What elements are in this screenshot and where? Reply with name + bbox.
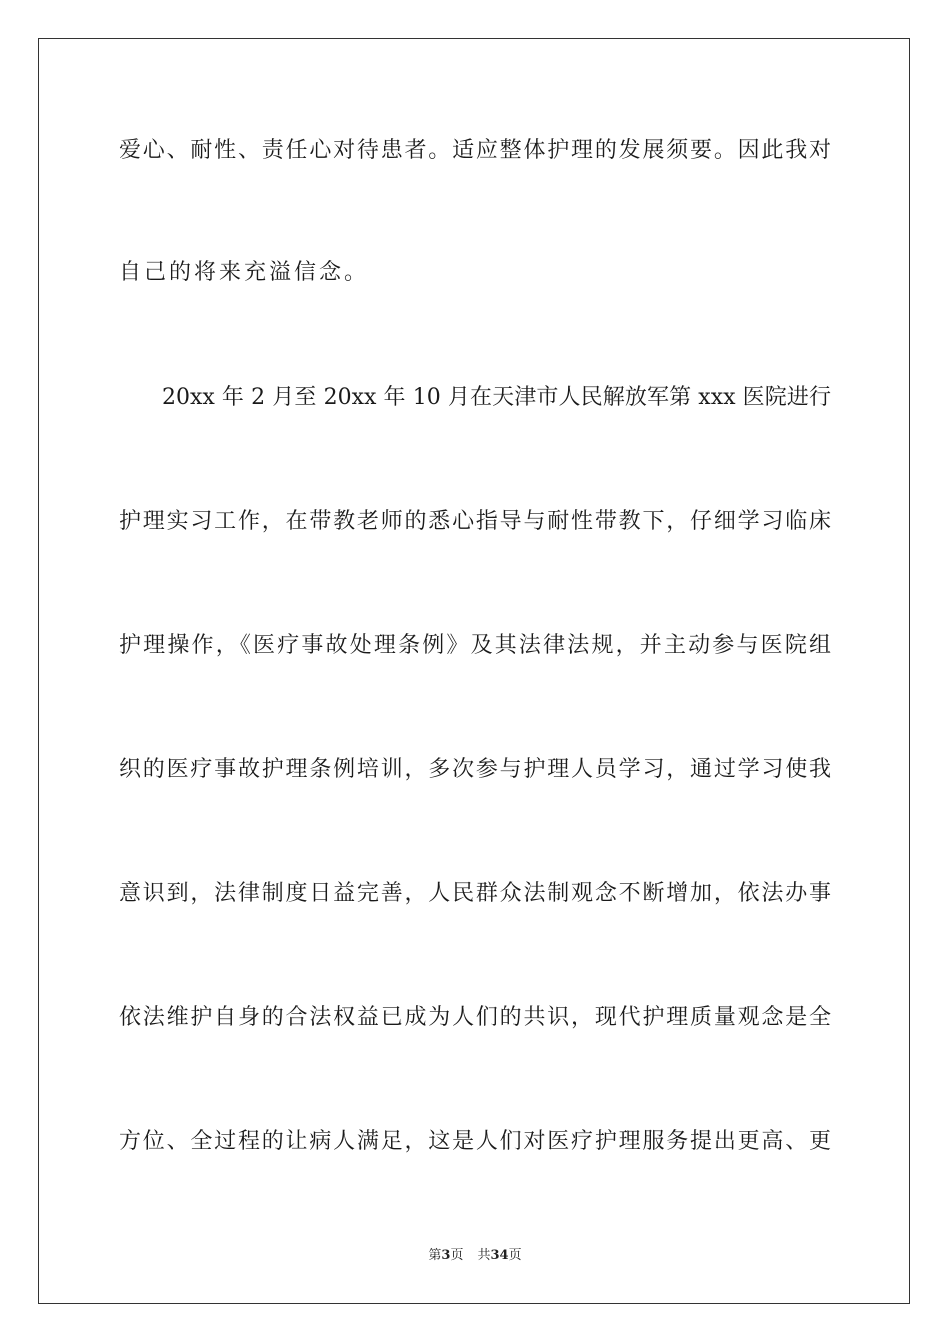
body-text-line-3: 20xx 年 2 月至 20xx 年 10 月在天津市人民解放军第 xxx 医院进行 — [162, 385, 831, 410]
body-text-line-5: 护理操作，《医疗事故处理条例》及其法律法规，并主动参与医院组 — [119, 633, 831, 658]
page-footer — [0, 1247, 950, 1265]
footer-total-pages: 34 — [490, 1248, 509, 1263]
footer-page-suffix: 页 — [450, 1248, 464, 1263]
footer-total-suffix: 页 — [508, 1248, 522, 1263]
footer-page-number: 3 — [441, 1248, 451, 1263]
page-border — [38, 38, 910, 1304]
body-text-line-1: 爱心、耐性、责任心对待患者。适应整体护理的发展须要。因此我对 — [119, 138, 831, 163]
footer-total-prefix: 共 — [477, 1248, 491, 1263]
body-text-line-7: 意识到，法律制度日益完善，人民群众法制观念不断增加，依法办事 — [119, 881, 831, 906]
footer-page-prefix: 第 — [428, 1248, 442, 1263]
body-text-line-8: 依法维护自身的合法权益已成为人们的共识，现代护理质量观念是全 — [119, 1005, 831, 1030]
body-text-line-4: 护理实习工作，在带教老师的悉心指导与耐性带教下，仔细学习临床 — [119, 509, 831, 534]
body-text-line-6: 织的医疗事故护理条例培训，多次参与护理人员学习，通过学习使我 — [119, 757, 831, 782]
body-text-line-2: 自己的将来充溢信念。 — [119, 260, 370, 285]
body-text-line-9: 方位、全过程的让病人满足，这是人们对医疗护理服务提出更高、更 — [119, 1129, 831, 1154]
